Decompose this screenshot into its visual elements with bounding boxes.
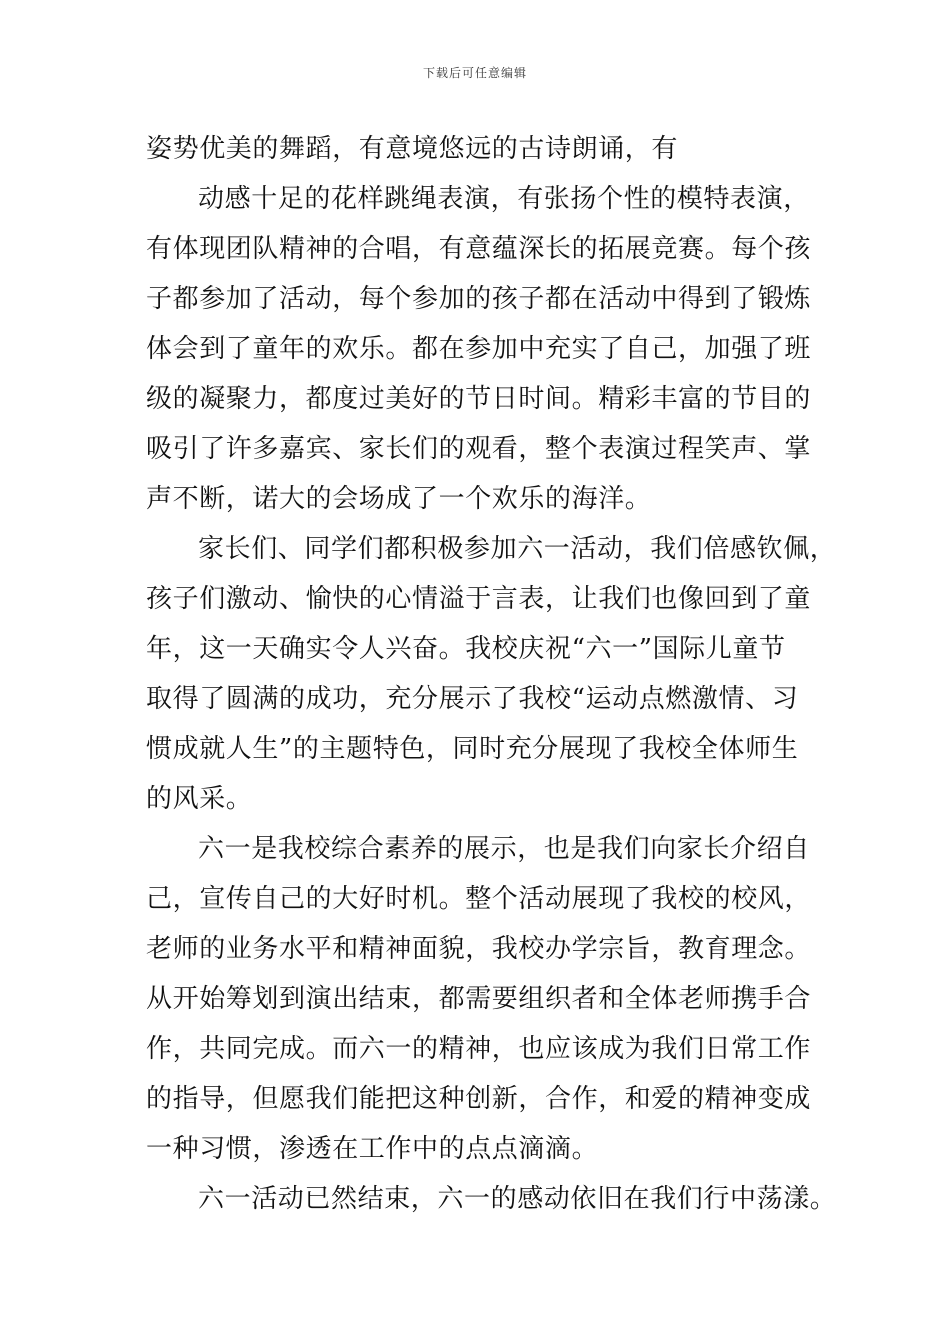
document-body bbox=[146, 124, 836, 1224]
text-line: 有体现团队精神的合唱，有意蕴深长的拓展竞赛。每个孩 bbox=[146, 234, 812, 264]
text-line: 体会到了童年的欢乐。都在参加中充实了自己，加强了班 bbox=[146, 334, 812, 364]
text-line: 惯成就人生”的主题特色，同时充分展现了我校全体师生 bbox=[146, 734, 799, 764]
text-line: 六一是我校综合素养的展示，也是我们向家长介绍自 bbox=[198, 834, 810, 864]
text-line: 六一活动已然结束，六一的感动依旧在我们行中荡漾。 bbox=[198, 1184, 837, 1214]
text-line: 从开始筹划到演出结束，都需要组织者和全体老师携手合 bbox=[146, 984, 812, 1014]
text-line: 动感十足的花样跳绳表演，有张扬个性的模特表演， bbox=[198, 184, 810, 214]
text-line: 姿势优美的舞蹈，有意境悠远的古诗朗诵，有 bbox=[146, 134, 679, 164]
text-line: 的指导，但愿我们能把这种创新，合作，和爱的精神变成 bbox=[146, 1084, 812, 1114]
text-line: 老师的业务水平和精神面貌，我校办学宗旨，教育理念。 bbox=[146, 934, 812, 964]
text-line: 家长们、同学们都积极参加六一活动，我们倍感钦佩， bbox=[198, 534, 837, 564]
page-header: 下载后可任意编辑 bbox=[422, 66, 527, 80]
text-line: 子都参加了活动，每个参加的孩子都在活动中得到了锻炼 bbox=[146, 284, 812, 314]
text-line: 的风采。 bbox=[146, 784, 253, 814]
text-line: 作，共同完成。而六一的精神，也应该成为我们日常工作 bbox=[146, 1034, 812, 1064]
text-line: 一种习惯，渗透在工作中的点点滴滴。 bbox=[146, 1134, 599, 1164]
text-line: 级的凝聚力，都度过美好的节日时间。精彩丰富的节目的 bbox=[146, 384, 812, 414]
text-line: 取得了圆满的成功，充分展示了我校“运动点燃激情、习 bbox=[146, 684, 799, 714]
text-line: 己，宣传自己的大好时机。整个活动展现了我校的校风， bbox=[146, 884, 812, 914]
text-line: 吸引了许多嘉宾、家长们的观看，整个表演过程笑声、掌 bbox=[146, 434, 812, 464]
text-line: 年，这一天确实令人兴奋。我校庆祝“六一”国际儿童节 bbox=[146, 634, 786, 664]
text-line: 声不断，诺大的会场成了一个欢乐的海洋。 bbox=[146, 484, 652, 514]
text-line: 孩子们激动、愉快的心情溢于言表，让我们也像回到了童 bbox=[146, 584, 812, 614]
